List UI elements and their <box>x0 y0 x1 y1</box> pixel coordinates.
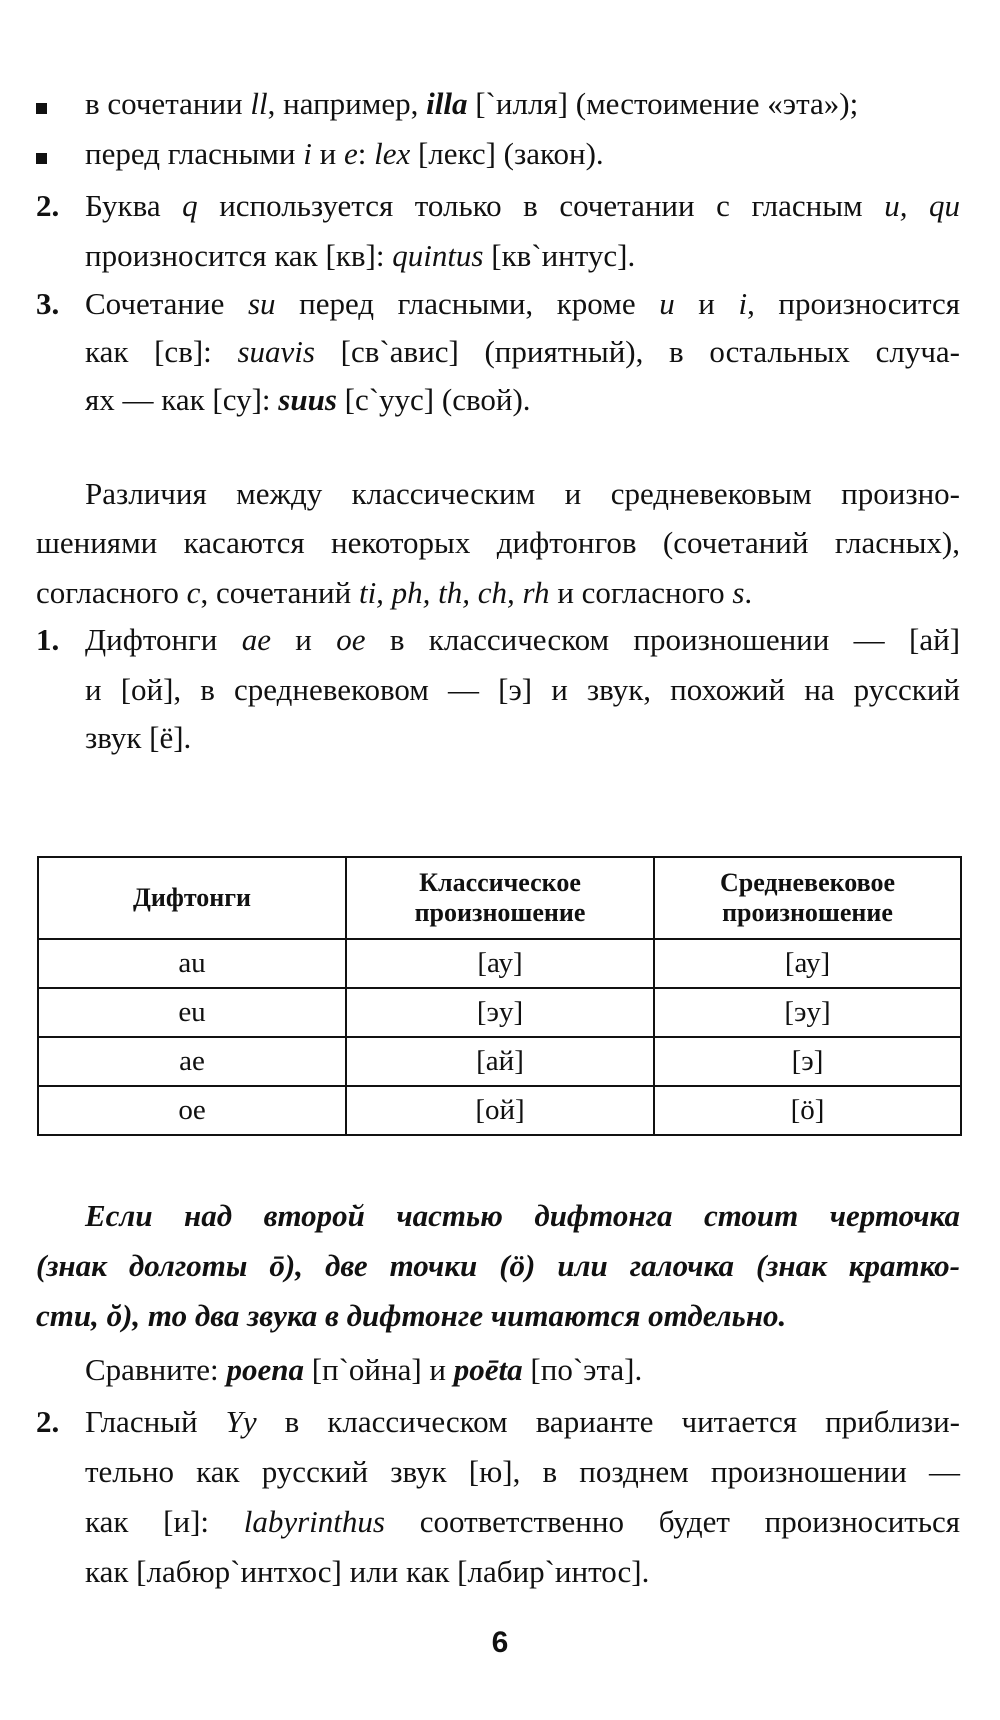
list-item-q-line2: произносится как [кв]: quintus [кв`интус]. <box>85 238 636 273</box>
rule-line: Если над второй частью дифтонга стоит черточка <box>85 1198 960 1233</box>
table-cell: oe <box>38 1086 346 1135</box>
table-cell: [ö] <box>654 1086 961 1135</box>
table-cell: eu <box>38 988 346 1037</box>
table-row <box>38 939 961 988</box>
paragraph-line: шениями касаются некоторых дифтонгов (сочетаний гласных), <box>36 525 960 560</box>
table-row <box>38 1037 961 1086</box>
list-item-yy-line3: как [и]: labyrinthus соответственно будет произноситься <box>85 1504 960 1539</box>
bullet-marker <box>36 103 47 114</box>
table-cell: [ай] <box>346 1037 654 1086</box>
list-number: 2. <box>36 1404 60 1439</box>
table-header-row <box>38 857 961 939</box>
list-item-q-line1: Буква q используется только в сочетании с гласным u, qu <box>85 188 961 223</box>
list-item-diphthongs-line2: и [ой], в средневековом — [э] и звук, похожий на русский <box>85 672 960 707</box>
table-row <box>38 988 961 1037</box>
list-item-diphthongs-line1: Дифтонги ae и oe в классическом произношении — [ай] <box>85 622 961 657</box>
table-cell: [ау] <box>346 939 654 988</box>
table-cell: [ой] <box>346 1086 654 1135</box>
table-cell: [эу] <box>346 988 654 1037</box>
list-item-su-line2: как [св]: suavis [св`авис] (приятный), в остальных случа- <box>85 334 960 369</box>
table-cell: au <box>38 939 346 988</box>
list-number: 1. <box>36 622 60 657</box>
table-row <box>38 1086 961 1135</box>
list-item-su-line1: Сочетание su перед гласными, кроме u и i, произносится <box>85 286 960 321</box>
bullet-item-ll: в сочетании ll, например, illa [`илля] (местоимение «эта»); <box>85 86 859 121</box>
list-number: 3. <box>36 286 60 321</box>
rule-line: (знак долготы ō), две точки (ö) или галочка (знак кратко- <box>36 1248 960 1283</box>
list-item-diphthongs-line3: звук [ё]. <box>85 720 192 755</box>
bullet-marker <box>36 153 47 164</box>
compare-line: Сравните: poena [п`ойна] и poēta [по`эта]. <box>85 1352 643 1387</box>
list-number: 2. <box>36 188 60 223</box>
header-medieval: Средневековое произношение <box>654 857 961 939</box>
list-item-su-line3: ях — как [су]: suus [с`уус] (свой). <box>85 382 531 417</box>
list-item-yy-line2: тельно как русский звук [ю], в позднем произношении — <box>85 1454 960 1489</box>
list-item-yy-line1: Гласный Yy в классическом варианте читается приблизи- <box>85 1404 960 1439</box>
diphthong-table <box>37 856 962 1136</box>
rule-line: сти, ŏ), то два звука в дифтонге читаются отдельно. <box>36 1298 787 1333</box>
bullet-item-vowels: перед гласными i и e: lex [лекс] (закон). <box>85 136 604 171</box>
header-classical: Классическое произношение <box>346 857 654 939</box>
table-cell: [э] <box>654 1037 961 1086</box>
paragraph-line: Различия между классическим и средневековым произно- <box>85 476 960 511</box>
header-diphthongs: Дифтонги <box>38 857 346 939</box>
table-cell: ae <box>38 1037 346 1086</box>
page-number: 6 <box>491 1626 509 1659</box>
table-cell: [ау] <box>654 939 961 988</box>
table-cell: [эу] <box>654 988 961 1037</box>
list-item-yy-line4: как [лабюр`интхос] или как [лабир`интос]. <box>85 1554 650 1589</box>
paragraph-line: согласного c, сочетаний ti, ph, th, ch, rh и согласного s. <box>36 575 753 610</box>
